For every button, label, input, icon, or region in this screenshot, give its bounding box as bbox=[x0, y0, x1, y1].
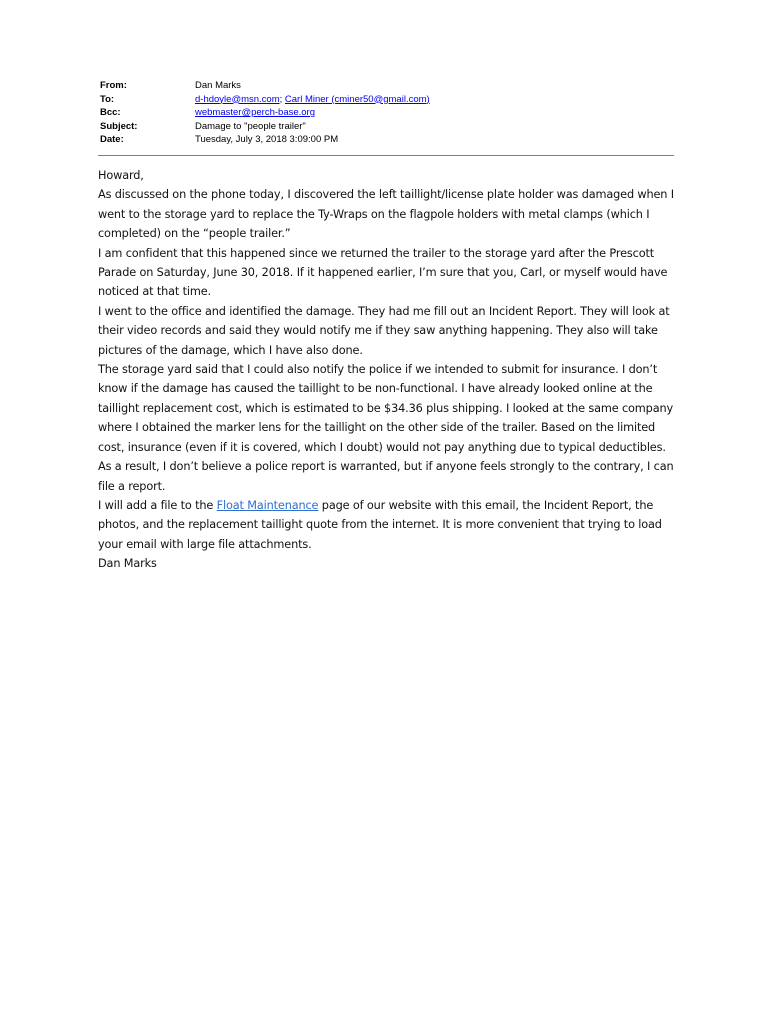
header-divider bbox=[98, 155, 674, 156]
body-paragraph-5 bbox=[98, 496, 678, 554]
email-body bbox=[98, 166, 678, 574]
to-separator: ; bbox=[279, 93, 285, 105]
body-paragraph-3: I went to the office and identified the damage. They had me fill out an Incident Report. They will look at their video records and said they would notify me if they saw anything happening. They also will take pictures of the damage, which I have also done. bbox=[98, 304, 670, 357]
to-recipient-link-2[interactable]: Carl Miner (cminer50@gmail.com) bbox=[284, 93, 430, 105]
date-row bbox=[100, 133, 675, 147]
from-value: Dan Marks bbox=[195, 80, 241, 91]
paragraph-5-before-text: I will add a file to the bbox=[98, 498, 217, 512]
body-paragraph-1: As discussed on the phone today, I discovered the left taillight/license plate holder was damaged when I went to the storage yard to replace the Ty-Wraps on the flagpole holders with metal clamps (which I completed) on the “people trailer.” bbox=[98, 188, 674, 241]
bcc-link[interactable]: webmaster@perch-base.org bbox=[195, 107, 316, 119]
from-row bbox=[100, 79, 675, 93]
date-value: Tuesday, July 3, 2018 3:09:00 PM bbox=[195, 134, 339, 146]
paragraph-5-after-text: page of our website with this email, the Incident Report, the photos, and the replacement taillight quote from the internet. It is more convenient that trying to load your email with large file attachments. bbox=[98, 498, 662, 551]
signature: Dan Marks bbox=[98, 557, 157, 571]
date-label: Date: bbox=[100, 134, 124, 146]
subject-value: Damage to "people trailer" bbox=[195, 120, 306, 132]
email-header bbox=[100, 79, 675, 147]
to-recipient-link-1[interactable]: d-hdoyle@msn.com bbox=[195, 93, 280, 105]
subject-label: Subject: bbox=[100, 120, 138, 132]
from-label: From: bbox=[100, 80, 127, 91]
to-value bbox=[195, 93, 430, 107]
bcc-label: Bcc: bbox=[100, 107, 121, 119]
to-row bbox=[100, 93, 675, 107]
bcc-row bbox=[100, 106, 675, 120]
float-maintenance-link[interactable]: Float Maintenance bbox=[216, 498, 319, 512]
subject-row bbox=[100, 120, 675, 134]
greeting: Howard, bbox=[98, 169, 144, 182]
to-label: To: bbox=[100, 93, 115, 105]
body-paragraph-4: The storage yard said that I could also notify the police if we intended to submit for insurance. I don’t know if the damage has caused the taillight to be non-functional. I have already looked online at the taillight replacement cost, which is estimated to be $34.36 plus shipping. I looked at the same company where I obtained the marker lens for the taillight on the other side of the trailer. Based on the limited cost, insurance (even if it is covered, which I doubt) would not pay anything due to typical deductibles. As a result, I don’t believe a police report is warranted, but if anyone feels strongly to the contrary, I can file a report. bbox=[98, 363, 674, 493]
body-paragraph-2: I am confident that this happened since we returned the trailer to the storage yard after the Prescott Parade on Saturday, June 30, 2018. If it happened earlier, I’m sure that you, Carl, or myself would have noticed at that time. bbox=[98, 246, 668, 299]
